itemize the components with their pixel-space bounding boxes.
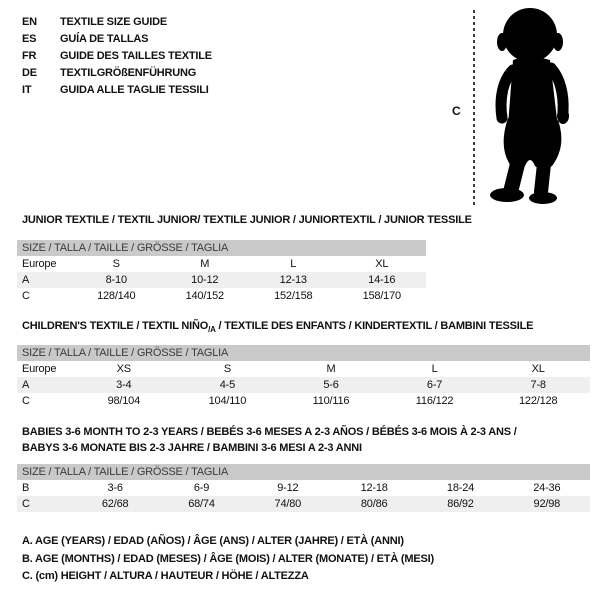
size-header-row (17, 345, 590, 361)
table-cell: 92/98 (504, 496, 590, 512)
lang-title: TEXTILGRÖßENFÜHRUNG (60, 67, 197, 79)
table-cell: 8-10 (72, 272, 161, 288)
table-cell: 122/128 (519, 395, 558, 407)
table-cell: XS (116, 363, 131, 375)
lang-title: TEXTILE SIZE GUIDE (60, 16, 168, 28)
babies-title-line2: BABYS 3-6 MONATE BIS 2-3 JAHRE / BAMBINI 3-6 MESI A 2-3 ANNI (22, 442, 362, 454)
lang-row-it (22, 82, 212, 99)
babies-table-title (22, 424, 517, 456)
legend (22, 533, 434, 586)
children-title-post: / TEXTILE DES ENFANTS / KINDERTEXTIL / BAMBINI TESSILE (215, 320, 534, 332)
row-label: C (22, 290, 30, 302)
size-header-label: SIZE / TALLA / TAILLE / GRÖSSE / TAGLIA (17, 345, 590, 361)
table-row (17, 393, 590, 409)
row-label: A (17, 272, 72, 288)
legend-line-age-years: A. AGE (YEARS) / EDAD (AÑOS) / ÂGE (ANS) / ALTER (JAHRE) / ETÀ (ANNI) (22, 535, 404, 547)
table-cell: 86/92 (417, 496, 503, 512)
table-cell: 5-6 (279, 377, 383, 393)
table-cell: 3-6 (107, 482, 123, 494)
table-cell: XL (375, 258, 389, 270)
table-cell: 74/80 (245, 496, 331, 512)
table-row (17, 496, 590, 512)
height-measure-dashed-line (473, 10, 475, 208)
row-label: Europe (22, 258, 57, 270)
table-cell: 6-7 (383, 377, 487, 393)
table-cell: S (223, 363, 231, 375)
table-cell: 24-36 (533, 482, 561, 494)
children-table-title (22, 320, 533, 334)
table-cell: 12-18 (360, 482, 388, 494)
table-row (17, 272, 426, 288)
size-header-label: SIZE / TALLA / TAILLE / GRÖSSE / TAGLIA (17, 240, 426, 256)
legend-line-height: C. (cm) HEIGHT / ALTURA / HAUTEUR / HÖHE / ALTEZZA (22, 570, 309, 582)
table-cell: 62/68 (72, 496, 158, 512)
lang-row-en (22, 14, 212, 31)
lang-title: GUÍA DE TALLAS (60, 33, 149, 45)
table-row (17, 288, 426, 304)
table-cell: 110/116 (312, 395, 350, 407)
height-measure-label: C (452, 104, 461, 118)
table-cell: M (326, 363, 336, 375)
row-label: C (22, 395, 30, 407)
table-row (17, 480, 590, 496)
lang-code: FR (22, 50, 37, 62)
table-cell: XL (531, 363, 545, 375)
size-table-children (17, 345, 590, 409)
table-cell: 116/122 (415, 395, 454, 407)
table-cell: 158/170 (362, 290, 401, 302)
size-table-babies (17, 464, 590, 512)
table-cell: L (431, 363, 438, 375)
table-cell: 98/104 (107, 395, 141, 407)
lang-code: EN (22, 16, 37, 28)
lang-code: DE (22, 67, 37, 79)
table-cell: S (112, 258, 120, 270)
table-row (17, 361, 590, 377)
junior-table-title: JUNIOR TEXTILE / TEXTIL JUNIOR/ TEXTILE JUNIOR / JUNIORTEXTIL / JUNIOR TESSILE (22, 214, 472, 226)
babies-title-line1: BABIES 3-6 MONTH TO 2-3 YEARS / BEBÉS 3-6 MESES A 2-3 AÑOS / BÉBÉS 3-6 MOIS À 2-3 ANS / (22, 426, 517, 438)
table-cell: 152/158 (274, 290, 313, 302)
lang-title: GUIDE DES TAILLES TEXTILE (60, 50, 212, 62)
table-cell: 18-24 (446, 482, 475, 494)
table-cell: 80/86 (331, 496, 417, 512)
table-cell: 4-5 (176, 377, 280, 393)
row-label: Europe (22, 363, 57, 375)
lang-code: IT (22, 84, 32, 96)
children-title-pre: CHILDREN'S TEXTILE / TEXTIL NIÑO (22, 320, 209, 332)
table-cell: L (290, 258, 297, 270)
lang-row-de (22, 65, 212, 82)
row-label: C (17, 496, 72, 512)
row-label: A (17, 377, 72, 393)
table-cell: 10-12 (161, 272, 250, 288)
table-cell: 9-12 (277, 482, 299, 494)
row-label: B (22, 482, 30, 494)
legend-line-age-months: B. AGE (MONTHS) / EDAD (MESES) / ÂGE (MOIS) / ALTER (MONATE) / ETÀ (MESI) (22, 552, 434, 565)
table-row (17, 256, 426, 272)
lang-title: GUIDA ALLE TAGLIE TESSILI (60, 84, 209, 96)
table-cell: 104/110 (208, 395, 247, 407)
table-cell: 128/140 (97, 290, 136, 302)
baby-silhouette-icon (480, 6, 585, 206)
table-cell: 7-8 (486, 377, 590, 393)
table-cell: M (200, 258, 210, 270)
table-cell: 3-4 (72, 377, 176, 393)
size-header-label: SIZE / TALLA / TAILLE / GRÖSSE / TAGLIA (17, 464, 590, 480)
lang-row-es (22, 31, 212, 48)
table-row (17, 377, 590, 393)
table-cell: 14-16 (338, 272, 427, 288)
table-cell: 68/74 (158, 496, 244, 512)
table-cell: 12-13 (249, 272, 338, 288)
lang-code: ES (22, 33, 37, 45)
size-header-row (17, 464, 590, 480)
table-cell: 140/152 (185, 290, 224, 302)
language-header (22, 14, 212, 99)
size-table-junior (17, 240, 426, 304)
lang-row-fr (22, 48, 212, 65)
table-cell: 6-9 (193, 482, 210, 494)
children-title-sub: /A (208, 325, 216, 335)
size-header-row (17, 240, 426, 256)
